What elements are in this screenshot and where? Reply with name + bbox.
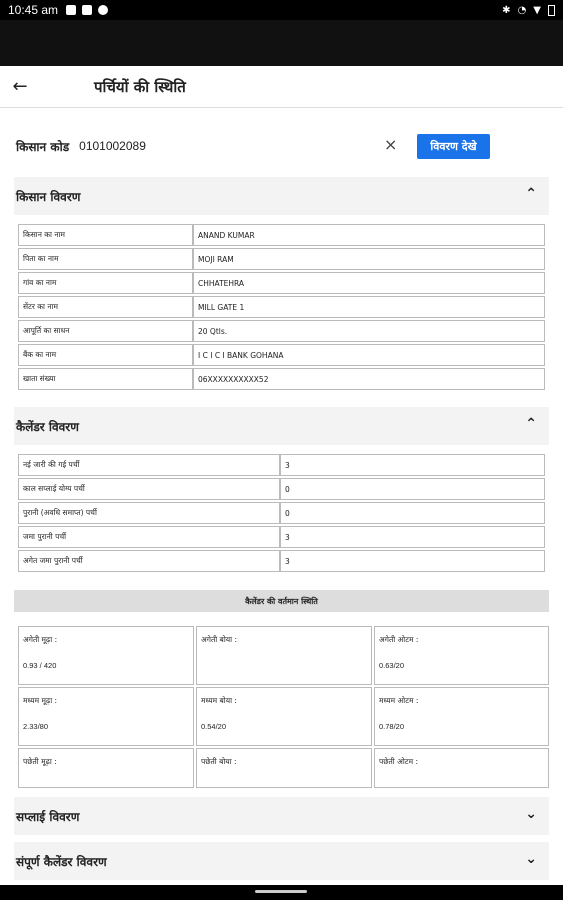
status-value: 2.33/80 bbox=[23, 722, 49, 731]
row-label: काल सप्लाई योग्य पर्ची bbox=[18, 478, 280, 500]
chevron-down-icon[interactable]: ⌄ bbox=[525, 806, 537, 822]
row-value: 3 bbox=[280, 454, 545, 476]
status-cell bbox=[374, 626, 549, 685]
table-row bbox=[18, 248, 545, 270]
status-label: अगेती ओटम : bbox=[379, 635, 419, 644]
status-label: मध्यम बोया : bbox=[201, 696, 237, 705]
section-farmer-details[interactable] bbox=[14, 177, 549, 215]
calendar-status-grid bbox=[18, 626, 545, 784]
dot-icon bbox=[98, 5, 108, 15]
row-value: 20 Qtls. bbox=[193, 320, 545, 342]
status-cell bbox=[18, 687, 194, 746]
clear-icon[interactable]: × bbox=[384, 135, 398, 154]
chevron-down-icon[interactable]: ⌄ bbox=[525, 851, 537, 867]
row-label: सेंटर का नाम bbox=[18, 296, 193, 318]
status-label: मध्यम ओटम : bbox=[379, 696, 419, 705]
chevron-up-icon[interactable]: ⌃ bbox=[525, 186, 537, 202]
row-label: गांव का नाम bbox=[18, 272, 193, 294]
row-label: खाता संख्या bbox=[18, 368, 193, 390]
row-value: 06XXXXXXXXXX52 bbox=[193, 368, 545, 390]
table-row bbox=[18, 296, 545, 318]
table-row bbox=[18, 272, 545, 294]
row-value: MILL GATE 1 bbox=[193, 296, 545, 318]
table-row bbox=[18, 526, 545, 548]
gallery-icon bbox=[66, 5, 76, 15]
status-cell bbox=[374, 687, 549, 746]
status-time: 10:45 am bbox=[8, 3, 59, 17]
status-value: 0.54/20 bbox=[201, 722, 227, 731]
status-value: 0.63/20 bbox=[379, 661, 405, 670]
row-value: 0 bbox=[280, 502, 545, 524]
farmer-code-input[interactable]: 0101002089 bbox=[79, 139, 146, 153]
section-title: कैलेंडर विवरण bbox=[16, 419, 79, 434]
farmer-details-table bbox=[18, 222, 545, 392]
row-value: 3 bbox=[280, 526, 545, 548]
home-handle[interactable] bbox=[255, 890, 307, 893]
status-label: अगेती मूढ़ा : bbox=[23, 635, 58, 644]
bluetooth-icon: ✱ bbox=[502, 4, 511, 16]
row-value: I C I C I BANK GOHANA bbox=[193, 344, 545, 366]
section-full-calendar[interactable] bbox=[14, 842, 549, 880]
status-label: अगेती बोया : bbox=[201, 635, 237, 644]
section-calendar-details[interactable] bbox=[14, 407, 549, 445]
app-bar bbox=[0, 66, 563, 108]
row-label: पुरानी (अवधि समाप्त) पर्ची bbox=[18, 502, 280, 524]
status-label: पछेती मूढ़ा : bbox=[23, 757, 57, 766]
status-cell bbox=[196, 748, 372, 788]
farmer-code-label: किसान कोड bbox=[16, 139, 70, 154]
page-title: पर्चियों की स्थिति bbox=[94, 77, 186, 96]
row-label: अगेत जमा पुरानी पर्ची bbox=[18, 550, 280, 572]
section-title: किसान विवरण bbox=[16, 189, 81, 204]
table-row bbox=[18, 550, 545, 572]
row-label: नई जारी की गई पर्ची bbox=[18, 454, 280, 476]
section-supply-details[interactable] bbox=[14, 797, 549, 835]
status-label: पछेती बोया : bbox=[201, 757, 237, 766]
row-label: बैंक का नाम bbox=[18, 344, 193, 366]
back-arrow-icon[interactable]: ← bbox=[12, 76, 28, 97]
farmer-code-search bbox=[16, 132, 546, 160]
status-cell bbox=[374, 748, 549, 788]
status-bar bbox=[0, 0, 563, 20]
chevron-up-icon[interactable]: ⌃ bbox=[525, 416, 537, 432]
table-row bbox=[18, 502, 545, 524]
table-row bbox=[18, 224, 545, 246]
battery-icon bbox=[548, 5, 555, 16]
row-label: किसान का नाम bbox=[18, 224, 193, 246]
row-value: CHHATEHRA bbox=[193, 272, 545, 294]
calendar-status-header: कैलेंडर की वर्तमान स्थिति bbox=[14, 590, 549, 612]
system-icons bbox=[502, 5, 555, 16]
status-value: 0.78/20 bbox=[379, 722, 405, 731]
alarm-icon: ◔ bbox=[517, 4, 527, 16]
table-row bbox=[18, 454, 545, 476]
status-label: पछेती ओटम : bbox=[379, 757, 418, 766]
row-label: जमा पुरानी पर्ची bbox=[18, 526, 280, 548]
status-cell bbox=[196, 687, 372, 746]
navigation-bar bbox=[0, 885, 563, 900]
instagram-icon bbox=[82, 5, 92, 15]
section-title: सप्लाई विवरण bbox=[16, 809, 80, 824]
view-details-button[interactable]: विवरण देखे bbox=[417, 134, 490, 159]
table-row bbox=[18, 478, 545, 500]
row-value: ANAND KUMAR bbox=[193, 224, 545, 246]
status-value: 0.93 / 420 bbox=[23, 661, 57, 670]
header-band bbox=[0, 20, 563, 66]
status-cell bbox=[18, 748, 194, 788]
row-label: पिता का नाम bbox=[18, 248, 193, 270]
notification-icons bbox=[66, 5, 108, 15]
row-value: 3 bbox=[280, 550, 545, 572]
table-row bbox=[18, 344, 545, 366]
status-cell bbox=[18, 626, 194, 685]
table-row bbox=[18, 320, 545, 342]
status-cell bbox=[196, 626, 372, 685]
row-label: आपूर्ति का साधन bbox=[18, 320, 193, 342]
status-label: मध्यम मूढ़ा : bbox=[23, 696, 58, 705]
row-value: 0 bbox=[280, 478, 545, 500]
row-value: MOJI RAM bbox=[193, 248, 545, 270]
table-row bbox=[18, 368, 545, 390]
calendar-details-table bbox=[18, 452, 545, 574]
section-title: संपूर्ण कैलेंडर विवरण bbox=[16, 854, 107, 869]
wifi-icon: ▼ bbox=[533, 4, 541, 16]
